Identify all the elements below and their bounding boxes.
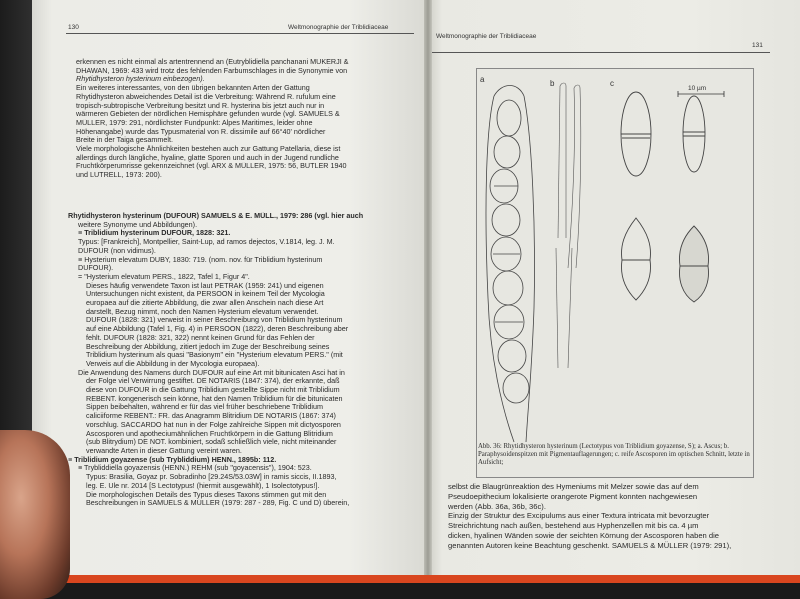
text-line: Typus: Brasilia, Goyaz pr. Sobradinho [29.24S/53.03W] in ramis siccis, II.1893, <box>86 473 337 482</box>
text-line: erkennen es nicht einmal als artentrennend an (Eutryblidiella panchanani MUKERJI & <box>76 58 349 66</box>
text-line: Fruchtkörperumrisse gekennzeichnet (vgl. ARX & MÜLLER, 1975: 56, BUTLER 1940 <box>76 162 347 171</box>
figure-label-b: b <box>550 79 555 88</box>
text-line: weitere Synonyme und Abbildungen). <box>78 220 198 229</box>
text-line: DHAWAN, 1969: 433 wird trotz des fehlenden Farbumschlages in die Synonymie von <box>76 66 348 75</box>
left-intro-text <box>76 58 414 180</box>
text-line: Die morphologischen Details des Typus dieses Taxons stimmen gut mit den <box>86 490 327 499</box>
text-line: Sippen beibehalten, während er für das viel früher beschriebene Triblidium <box>86 403 323 412</box>
synonym-line: ≡ Trybliddiella goyazensis (HENN.) REHM (sub "goyacensis"), 1904: 523. <box>78 464 312 473</box>
text-line: der Folge viel Verwirrung gestiftet. DE NOTARIS (1847: 374), der erkannte, daß <box>86 377 340 386</box>
text-line: Ascosporen und apotheciumähnlichen Fruchtkörpern in die Gattung Blitridium <box>86 429 333 438</box>
text-line: Streichrichtung nach außen, bestehend aus Hyphenzellen mit bis ca. 4 µm <box>448 521 699 531</box>
thumb <box>0 430 70 599</box>
text-line: dicken, hyalinen Wänden sowie der seichten Körnung der Ascosporen haben die <box>448 530 720 540</box>
text-line: wärmeren Gebieten der nördlichen Hemisphäre gefunden wurde (vgl. SAMUELS & <box>76 110 340 119</box>
text-line: diese von DUFOUR in die Gattung Triblidium gestellte Sippe nicht mit Triblidium <box>86 386 340 395</box>
text-line: Verweis auf die Abbildung in der Mycologia europaea). <box>86 359 260 368</box>
text-line: Viele morphologische Ähnlichkeiten bestehen auch zur Gattung Patellaria, diese ist <box>76 145 341 154</box>
text-line: europaea auf die zitierte Abbildung, die zwar allen Anschein nach diese Art <box>86 299 324 308</box>
text-line: Die Anwendung des Namens durch DUFOUR auf eine Art mit bitunicaten Asci hat in <box>78 368 345 377</box>
right-body-text <box>448 482 778 551</box>
text-line: DUFOUR (1828: 321) verweist in seiner Beschreibung von Triblidium hysterinum <box>86 316 343 325</box>
text-line: selbst die Blaugrünreaktion des Hymeniums mit Melzer sowie das auf dem <box>448 482 699 491</box>
text-line: Rhytidhysteron hysterinum einbezogen). <box>76 75 205 84</box>
book-gutter <box>424 0 432 585</box>
text-line: REBENT. kongenerisch sein könne, hat den Namen Triblidium für die bitunicaten <box>86 394 343 403</box>
text-line: Rhytidhysteron abweichendes Detail ist die Verbreitung: Während R. rufulum eine <box>76 92 336 101</box>
book-edge <box>30 575 800 583</box>
text-line: verwandte Arten in dieser Gattung vereint waren. <box>86 446 242 455</box>
text-line: Ein weiteres interessantes, von den übrigen bekannten Arten der Gattung <box>76 84 310 93</box>
text-line: vorschlug. SACCARDO hat nun in der Folge zahlreiche Sippen mit dictyosporen <box>86 420 341 429</box>
right-page-number: 131 <box>752 42 763 49</box>
text-line: DUFOUR (non vidimus). <box>78 246 156 255</box>
text-line: allerdings durch längliche, hyaline, glatte Sporen und auch in der Jugend rundliche <box>76 153 339 162</box>
text-line: werden (Abb. 36a, 36b, 36c). <box>448 501 546 511</box>
table-surface <box>0 583 800 599</box>
figure-label-a: a <box>480 75 485 84</box>
left-header-rule <box>66 33 414 34</box>
figure-drawing <box>476 68 752 443</box>
text-line: (sub Blitrydium) DE NOT. kombiniert, sodaß schließlich viele, nicht miteinander <box>86 438 337 447</box>
text-line: Dieses häufig verwendete Taxon ist laut PETRAK (1959: 241) und eigenen <box>86 281 324 290</box>
text-line: leg. E. Ule nr. 2014 [S Lectotypus! (hiermit ausgewählt), 1 Isolectotypus!]. <box>86 481 320 490</box>
ascospores-drawing <box>621 92 708 302</box>
text-line: fehlt. DUFOUR (1828: 321, 322) nennt keinen Grund für das Fehlen der <box>86 333 315 342</box>
right-header-rule <box>432 52 770 53</box>
text-line: caliciiforme REBENT.: FR. das Anagramm Blitridium DE NOTARIS (1867: 374) <box>86 412 336 421</box>
text-line: Triblidium hysterinum als quasi "Basionym" ein "Hysterium elevatum PERS." (mit <box>86 351 343 360</box>
text-line: und LUTRELL, 1973: 200). <box>76 171 162 180</box>
text-line: Breite in der Taiga gesammelt. <box>76 136 173 145</box>
text-line: MÜLLER, 1979: 291, nördlichster Fundpunkt: Alpes Maritimes, leider ohne <box>76 118 313 127</box>
species2-heading: ≡ Triblidium goyazense (sub Trybliddium) HENN., 1895b: 112. <box>68 455 277 464</box>
right-running-head: Weltmonographie der Triblidiaceae <box>436 33 537 40</box>
text-line: DUFOUR). <box>78 264 114 273</box>
species-entry <box>68 212 414 508</box>
text-line: Beschreibungen in SAMUELS & MÜLLER (1979: 287 - 289, Fig. C und D) überein, <box>86 499 350 508</box>
paraphyses-drawing <box>556 83 581 368</box>
species-heading: Rhytidhysteron hysterinum (DUFOUR) SAMUELS & E. MÜLL., 1979: 286 (vgl. hier auch <box>68 212 364 220</box>
synonym-line: ≡ Triblidium hysterinum DUFOUR, 1828: 321. <box>78 229 231 238</box>
text-line: Typus: [Frankreich], Montpellier, Saint-Lup, ad ramos dejectos, V.1814, leg. J. M. <box>78 238 335 247</box>
synonym-line: ≡ Hysterium elevatum DUBY, 1830: 719. (nom. nov. für Triblidium hysterinum <box>78 255 323 264</box>
ascus-drawing <box>486 86 535 443</box>
text-line: Beschreibung der Abbildung, zitiert jedoch im Zuge der Beschreibung seines <box>86 342 330 351</box>
text-line: Untersuchungen nicht existent, da PERSOON in keinem Teil der Mycologia <box>86 290 325 299</box>
text-line: auf eine Abbildung (Tafel 1, Fig. 4) in PERSOON (1822), deren Beschreibung aber <box>86 325 349 334</box>
synonym-line: = "Hysterium elevatum PERS., 1822, Tafel 1, Figur 4". <box>78 272 250 281</box>
text-line: tropisch-subtropische Verbreitung besitzt und R. hysterina bis jetzt auch nur in <box>76 101 325 110</box>
text-line: Einzig der Struktur des Excipulums aus einer Textura intricata mit bevorzugter <box>448 511 710 521</box>
text-line: genannten Autoren keine Beachtung geschenkt. SAMUELS & MÜLLER (1979: 291), <box>448 540 732 550</box>
left-running-head: Weltmonographie der Triblidiaceae <box>288 24 389 31</box>
text-line: Höhenangabe) wurde das Typusmaterial von R. dissimile auf 66°40' nördlicher <box>76 127 326 136</box>
left-page-number: 130 <box>68 24 79 31</box>
text-line: Pseudoepithecium lokalisierte orangerote Pigment konnten nachgewiesen <box>448 491 698 501</box>
figure-caption: Abb. 36: Rhytidhysteron hysterinum (Lectotypus von Triblidium goyazense, S); a. Ascus; b. Paraphysoidenspitzen mit Pigmentauflagerungen; c. reife Ascosporen im optischen Schnitt, letzte in Aufsicht; <box>478 443 750 466</box>
scale-label: 10 µm <box>688 85 707 92</box>
text-line: darstellt, Bezug nimmt, noch den Namen Hysterium elevatum verwendet. <box>86 307 319 316</box>
figure-label-c: c <box>610 79 614 88</box>
